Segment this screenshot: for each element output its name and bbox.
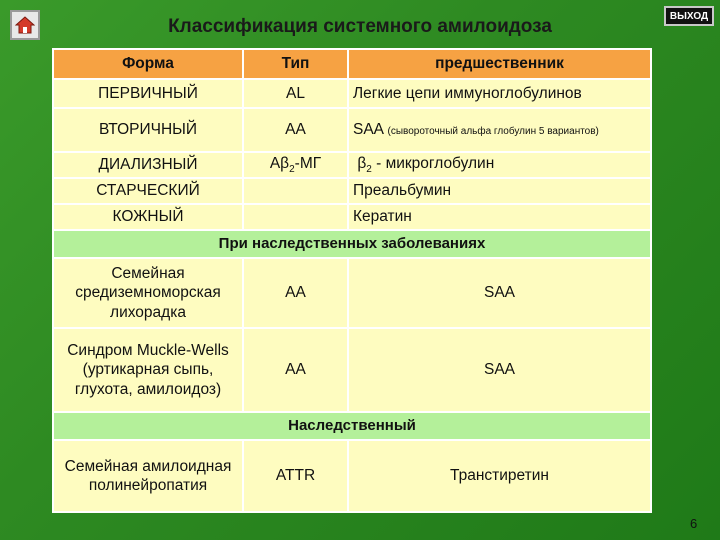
precursor-subscript: 2 — [366, 163, 372, 175]
precursor-cell: Легкие цепи иммуноглобулинов — [348, 79, 651, 108]
section-row — [53, 230, 651, 258]
precursor-cell: SAA — [348, 328, 651, 412]
form-cell: ВТОРИЧНЫЙ — [53, 108, 243, 152]
home-button[interactable] — [10, 10, 40, 40]
header-row — [53, 49, 651, 79]
classification-table — [52, 48, 652, 513]
type-cell — [243, 152, 348, 178]
precursor-note: (сывороточный альфа глобулин 5 вариантов) — [387, 126, 599, 138]
header-form: Форма — [53, 49, 243, 79]
table-row — [53, 328, 651, 412]
type-cell: AA — [243, 328, 348, 412]
section-hereditary-diseases: При наследственных заболеваниях — [53, 230, 651, 258]
precursor-cell — [348, 152, 651, 178]
header-type: Тип — [243, 49, 348, 79]
header-precursor: предшественник — [348, 49, 651, 79]
form-cell: ПЕРВИЧНЫЙ — [53, 79, 243, 108]
form-cell: ДИАЛИЗНЫЙ — [53, 152, 243, 178]
form-cell: Синдром Muckle-Wells (уртикарная сыпь, глухота, амилоидоз) — [53, 328, 243, 412]
table-row — [53, 204, 651, 230]
table-row — [53, 108, 651, 152]
precursor-cell — [348, 108, 651, 152]
type-prefix: Aβ — [269, 154, 290, 172]
type-cell: ATTR — [243, 440, 348, 512]
form-cell: Семейная средиземноморская лихорадка — [53, 258, 243, 328]
type-cell: AA — [243, 108, 348, 152]
section-row — [53, 412, 651, 440]
table-row — [53, 79, 651, 108]
form-cell: Семейная амилоидная полинейропатия — [53, 440, 243, 512]
type-cell: AA — [243, 258, 348, 328]
type-cell — [243, 204, 348, 230]
form-cell: СТАРЧЕСКИЙ — [53, 178, 243, 204]
table-row — [53, 178, 651, 204]
precursor-cell: SAA — [348, 258, 651, 328]
precursor-cell: Преальбумин — [348, 178, 651, 204]
page-number: 6 — [690, 516, 698, 531]
table-row — [53, 152, 651, 178]
precursor-cell: Транстиретин — [348, 440, 651, 512]
type-cell — [243, 178, 348, 204]
type-cell: AL — [243, 79, 348, 108]
table-row — [53, 258, 651, 328]
type-suffix: -МГ — [294, 154, 322, 172]
precursor-prefix: β — [357, 154, 367, 172]
precursor-main: SAA — [353, 121, 384, 139]
form-cell: КОЖНЫЙ — [53, 204, 243, 230]
precursor-suffix: - микроглобулин — [371, 154, 495, 172]
home-icon — [15, 15, 35, 35]
section-hereditary: Наследственный — [53, 412, 651, 440]
table-row — [53, 440, 651, 512]
type-subscript: 2 — [289, 163, 295, 175]
page-title: Классификация системного амилоидоза — [168, 16, 552, 37]
exit-button[interactable]: ВЫХОД — [664, 6, 714, 26]
precursor-cell: Кератин — [348, 204, 651, 230]
